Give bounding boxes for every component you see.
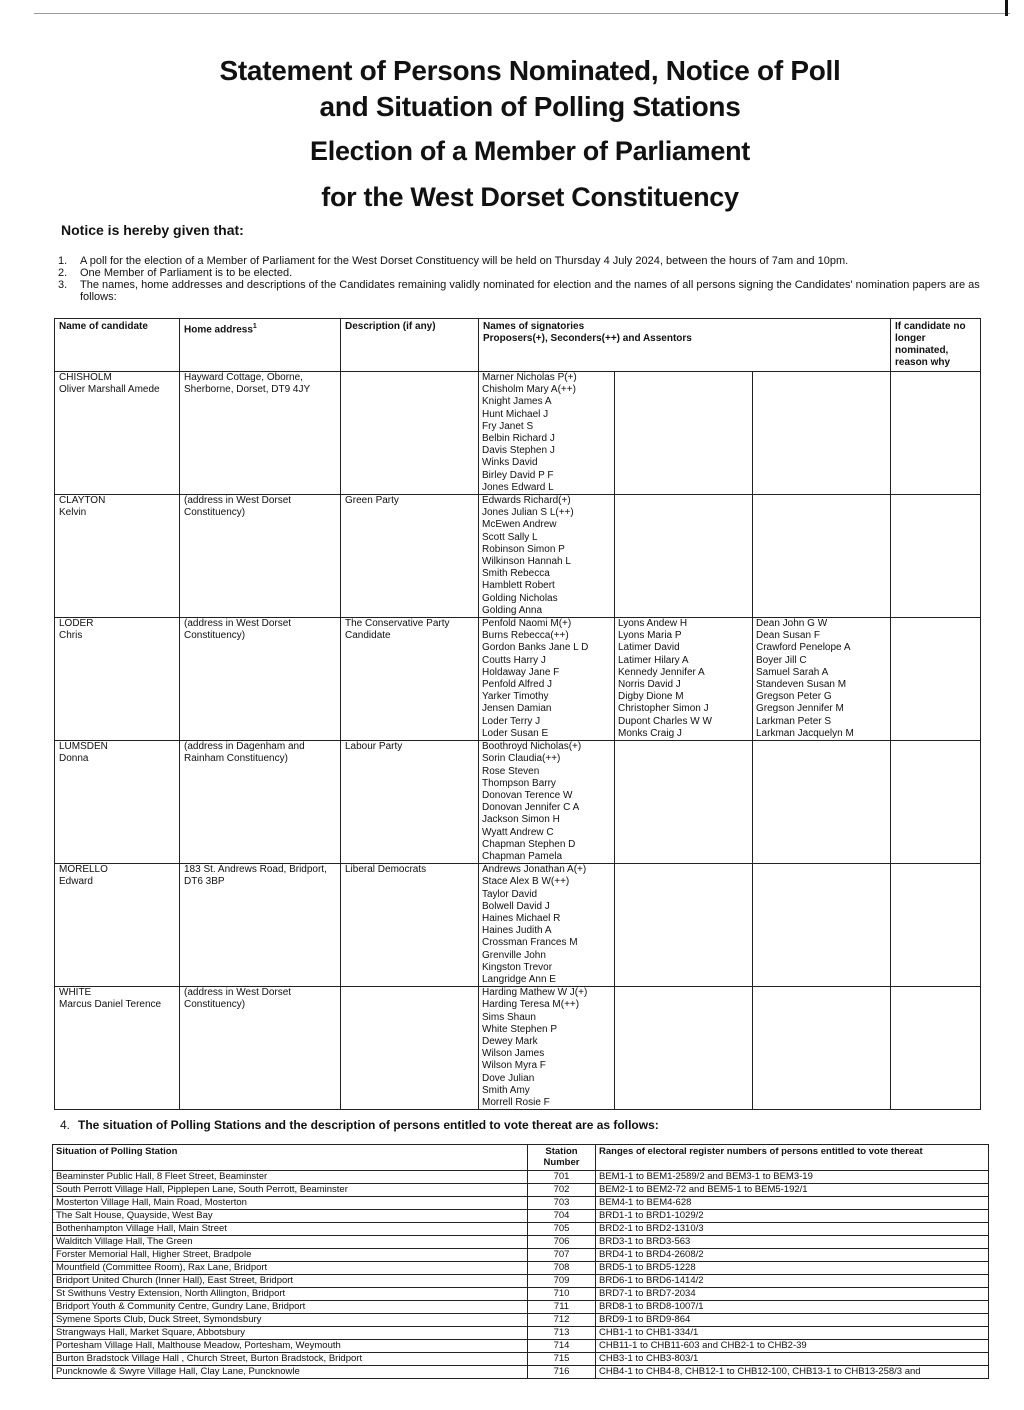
signatories-column xyxy=(753,864,891,987)
signatory-name: Fry Janet S xyxy=(482,420,534,432)
item-text: A poll for the election of a Member of Parliament for the West Dorset Constituency will be held on Thursday 4 July 2024, between the hours of 7am and 10pm. xyxy=(80,255,849,267)
signatory-name: Robinson Simon P xyxy=(482,543,565,555)
signatory-name: Chisholm Mary A(++) xyxy=(482,384,576,396)
candidate-description-text: Green Party xyxy=(345,495,399,507)
polling-header-row xyxy=(53,1145,989,1171)
header-address-label: Home address xyxy=(184,324,253,336)
page-top-rule xyxy=(34,13,1010,14)
signatory-name: Smith Amy xyxy=(482,1084,530,1096)
signatory-name: Boothroyd Nicholas(+) xyxy=(482,741,582,753)
no-longer-nominated-reason xyxy=(891,495,981,618)
polling-station-number: 702 xyxy=(528,1184,596,1197)
signatory-name: Haines Michael R xyxy=(482,912,561,924)
polling-station-row xyxy=(53,1275,989,1288)
signatory-name: Jensen Damian xyxy=(482,703,552,715)
signatory-name: Knight James A xyxy=(482,396,552,408)
signatory-name: Rose Steven xyxy=(482,765,540,777)
header-signatories-line2: Proposers(+), Seconders(++) and Assentors xyxy=(483,333,692,344)
polling-situation: St Swithuns Vestry Extension, North Allington, Bridport xyxy=(53,1288,528,1301)
polling-situation: Symene Sports Club, Duck Street, Symondsbury xyxy=(53,1314,528,1327)
signatory-name: Jones Julian S L(++) xyxy=(482,507,574,519)
signatory-name: Burns Rebecca(++) xyxy=(482,630,569,642)
candidate-surname: LUMSDEN xyxy=(59,741,108,753)
notice-item xyxy=(58,255,988,267)
candidate-row xyxy=(55,741,981,864)
signatory-name: Davis Stephen J xyxy=(482,445,555,457)
section-4-text: The situation of Polling Stations and the description of persons entitled to vote thereat are as follows: xyxy=(78,1118,659,1132)
header-signatories xyxy=(479,319,891,372)
polling-situation: Bridport United Church (Inner Hall), East Street, Bridport xyxy=(53,1275,528,1288)
header-address xyxy=(180,319,341,372)
footnote-marker: 1 xyxy=(252,323,257,330)
polling-situation: Bothenhampton Village Hall, Main Street xyxy=(53,1223,528,1236)
signatory-name: Standeven Susan M xyxy=(756,679,847,691)
signatory-name: Monks Craig J xyxy=(618,727,682,739)
title-line-2: and Situation of Polling Stations xyxy=(319,91,741,122)
signatory-name: Crossman Frances M xyxy=(482,937,578,949)
section-4-heading xyxy=(60,1118,659,1132)
signatory-name: Edwards Richard(+) xyxy=(482,495,571,507)
polling-station-row xyxy=(53,1249,989,1262)
signatory-name: Stace Alex B W(++) xyxy=(482,876,570,888)
signatory-name: Donovan Jennifer C A xyxy=(482,802,580,814)
header-station-number: Station Number xyxy=(528,1145,596,1171)
polling-situation: Mosterton Village Hall, Main Road, Mosterton xyxy=(53,1197,528,1210)
signatory-name: Dewey Mark xyxy=(482,1035,538,1047)
signatories-column xyxy=(479,864,615,987)
signatory-name: Kennedy Jennifer A xyxy=(618,666,705,678)
polling-register-range: BEM2-1 to BEM2-72 and BEM5-1 to BEM5-192/1 xyxy=(596,1184,989,1197)
polling-station-row xyxy=(53,1184,989,1197)
signatory-name: Larkman Jacquelyn M xyxy=(756,727,854,739)
candidate-address xyxy=(180,741,341,864)
candidate-description xyxy=(341,495,479,618)
polling-situation: South Perrott Village Hall, Pipplepen Lane, South Perrott, Beaminster xyxy=(53,1184,528,1197)
candidate-surname: WHITE xyxy=(59,987,92,999)
candidate-address xyxy=(180,987,341,1110)
polling-situation: Bridport Youth & Community Centre, Gundry Lane, Bridport xyxy=(53,1301,528,1314)
polling-stations-table xyxy=(52,1144,989,1379)
signatory-name: Andrews Jonathan A(+) xyxy=(482,864,587,876)
signatory-name: Dean Susan F xyxy=(756,630,820,642)
signatory-name: Grenville John xyxy=(482,949,546,961)
signatory-name: Gregson Jennifer M xyxy=(756,703,844,715)
header-situation: Situation of Polling Station xyxy=(53,1145,528,1171)
polling-register-range: BRD8-1 to BRD8-1007/1 xyxy=(596,1301,989,1314)
candidate-description xyxy=(341,741,479,864)
polling-situation: Portesham Village Hall, Malthouse Meadow, Portesham, Weymouth xyxy=(53,1340,528,1353)
signatory-name: Crawford Penelope A xyxy=(756,642,851,654)
candidate-forenames: Chris xyxy=(59,630,83,642)
signatory-name: Haines Judith A xyxy=(482,925,552,937)
signatory-name: White Stephen P xyxy=(482,1023,558,1035)
signatory-name: Marner Nicholas P(+) xyxy=(482,372,577,383)
signatory-name: Coutts Harry J xyxy=(482,654,546,666)
candidate-description xyxy=(341,618,479,741)
signatory-name: Harding Teresa M(++) xyxy=(482,999,580,1011)
signatory-name: Donovan Terence W xyxy=(482,789,573,801)
no-longer-nominated-reason xyxy=(891,987,981,1110)
header-no-longer-nominated: If candidate no longer nominated, reason why xyxy=(891,319,981,372)
polling-situation: Mountfield (Committee Room), Rax Lane, Bridport xyxy=(53,1262,528,1275)
polling-station-row xyxy=(53,1236,989,1249)
signatory-name: Christopher Simon J xyxy=(618,703,709,715)
candidate-description xyxy=(341,987,479,1110)
signatory-name: Wilson Myra F xyxy=(482,1060,546,1072)
polling-register-range: BRD3-1 to BRD3-563 xyxy=(596,1236,989,1249)
signatory-name: Latimer Hilary A xyxy=(618,654,689,666)
signatory-name: Golding Anna xyxy=(482,604,543,616)
candidate-forenames: Edward xyxy=(59,876,93,888)
signatory-name: Yarker Timothy xyxy=(482,691,549,703)
candidate-description-text: Liberal Democrats xyxy=(345,864,427,876)
polling-station-row xyxy=(53,1301,989,1314)
no-longer-nominated-reason xyxy=(891,372,981,495)
signatories-column xyxy=(753,987,891,1110)
notice-items xyxy=(58,255,988,303)
item-number: 1. xyxy=(58,255,68,267)
candidate-row xyxy=(55,987,981,1110)
signatories-column xyxy=(479,618,615,741)
candidate-forenames: Kelvin xyxy=(59,507,87,519)
polling-station-row xyxy=(53,1340,989,1353)
polling-situation: Forster Memorial Hall, Higher Street, Bradpole xyxy=(53,1249,528,1262)
signatories-column xyxy=(615,741,753,864)
polling-station-number: 701 xyxy=(528,1171,596,1184)
candidates-body xyxy=(55,372,981,1110)
signatory-name: Penfold Alfred J xyxy=(482,679,553,691)
signatory-name: Norris David J xyxy=(618,679,681,691)
polling-register-range: CHB3-1 to CHB3-803/1 xyxy=(596,1353,989,1366)
candidate-row xyxy=(55,495,981,618)
polling-station-row xyxy=(53,1366,989,1379)
signatory-name: Chapman Stephen D xyxy=(482,838,576,850)
polling-station-row xyxy=(53,1288,989,1301)
signatory-name: Sorin Claudia(++) xyxy=(482,753,561,765)
no-longer-nominated-reason xyxy=(891,741,981,864)
polling-station-number: 716 xyxy=(528,1366,596,1379)
header-ranges: Ranges of electoral register numbers of persons entitled to vote thereat xyxy=(596,1145,989,1171)
polling-situation: Beaminster Public Hall, 8 Fleet Street, Beaminster xyxy=(53,1171,528,1184)
candidate-description-text: The Conservative Party Candidate xyxy=(345,618,450,642)
candidate-address xyxy=(180,864,341,987)
polling-station-number: 707 xyxy=(528,1249,596,1262)
signatory-name: Belbin Richard J xyxy=(482,433,555,445)
polling-situation: The Salt House, Quayside, West Bay xyxy=(53,1210,528,1223)
header-description: Description (if any) xyxy=(341,319,479,372)
candidates-table xyxy=(54,318,981,1110)
polling-register-range: CHB4-1 to CHB4-8, CHB12-1 to CHB12-100, CHB13-1 to CHB13-258/3 and xyxy=(596,1366,989,1379)
signatory-name: Hunt Michael J xyxy=(482,408,549,420)
polling-situation: Walditch Village Hall, The Green xyxy=(53,1236,528,1249)
polling-station-row xyxy=(53,1197,989,1210)
candidate-forenames: Oliver Marshall Amede xyxy=(59,384,160,396)
title-line-3: Election of a Member of Parliament xyxy=(310,136,750,166)
notice-item xyxy=(58,267,988,279)
signatory-name: Penfold Naomi M(+) xyxy=(482,618,572,630)
polling-station-row xyxy=(53,1314,989,1327)
page-edge-mark xyxy=(1005,0,1008,16)
candidate-name-cell xyxy=(55,372,180,495)
signatory-name: Birley David P F xyxy=(482,469,554,481)
no-longer-nominated-reason xyxy=(891,618,981,741)
candidate-name-cell xyxy=(55,618,180,741)
signatory-name: Winks David xyxy=(482,457,538,469)
candidate-name-cell xyxy=(55,987,180,1110)
polling-register-range: BEM1-1 to BEM1-2589/2 and BEM3-1 to BEM3-19 xyxy=(596,1171,989,1184)
signatory-name: Kingston Trevor xyxy=(482,961,553,973)
candidate-name-cell xyxy=(55,864,180,987)
polling-register-range: BRD7-1 to BRD7-2034 xyxy=(596,1288,989,1301)
polling-station-number: 713 xyxy=(528,1327,596,1340)
signatory-name: Larkman Peter S xyxy=(756,715,832,727)
polling-body xyxy=(53,1171,989,1379)
signatory-name: Wilkinson Hannah L xyxy=(482,556,571,568)
signatories-column xyxy=(479,741,615,864)
polling-situation: Burton Bradstock Village Hall , Church Street, Burton Bradstock, Bridport xyxy=(53,1353,528,1366)
signatory-name: Langridge Ann E xyxy=(482,973,556,985)
polling-station-row xyxy=(53,1171,989,1184)
polling-register-range: BRD6-1 to BRD6-1414/2 xyxy=(596,1275,989,1288)
title-line-4: for the West Dorset Constituency xyxy=(321,182,739,212)
signatories-column xyxy=(615,864,753,987)
polling-station-number: 709 xyxy=(528,1275,596,1288)
polling-station-row xyxy=(53,1223,989,1236)
candidate-name-cell xyxy=(55,495,180,618)
signatory-name: Boyer Jill C xyxy=(756,654,807,666)
signatory-name: Holdaway Jane F xyxy=(482,666,560,678)
signatories-column xyxy=(615,618,753,741)
signatories-column xyxy=(753,618,891,741)
signatory-name: Jones Edward L xyxy=(482,481,554,493)
polling-station-number: 705 xyxy=(528,1223,596,1236)
polling-station-number: 715 xyxy=(528,1353,596,1366)
candidate-address xyxy=(180,618,341,741)
item-text: The names, home addresses and descriptions of the Candidates remaining validly nominated for election and the names of all persons signing the Candidates' nomination papers are as follows: xyxy=(80,279,980,303)
signatories-column xyxy=(615,495,753,618)
candidate-address-text: Hayward Cottage, Oborne, Sherborne, Dorset, DT9 4JY xyxy=(184,372,311,396)
signatories-column xyxy=(479,495,615,618)
polling-station-row xyxy=(53,1327,989,1340)
polling-station-row xyxy=(53,1262,989,1275)
signatory-name: Morrell Rosie F xyxy=(482,1096,550,1108)
signatory-name: McEwen Andrew xyxy=(482,519,557,531)
signatory-name: Harding Mathew W J(+) xyxy=(482,987,588,999)
polling-station-number: 714 xyxy=(528,1340,596,1353)
signatory-name: Latimer David xyxy=(618,642,680,654)
signatory-name: Golding Nicholas xyxy=(482,592,558,604)
polling-station-number: 703 xyxy=(528,1197,596,1210)
candidate-description xyxy=(341,372,479,495)
polling-station-number: 708 xyxy=(528,1262,596,1275)
signatory-name: Wilson James xyxy=(482,1048,545,1060)
polling-register-range: BEM4-1 to BEM4-628 xyxy=(596,1197,989,1210)
candidate-row xyxy=(55,864,981,987)
polling-station-row xyxy=(53,1353,989,1366)
signatory-name: Smith Rebecca xyxy=(482,568,550,580)
title-line-1: Statement of Persons Nominated, Notice of Poll xyxy=(219,55,841,86)
signatory-name: Gordon Banks Jane L D xyxy=(482,642,589,654)
item-text: One Member of Parliament is to be elected. xyxy=(80,267,293,279)
polling-station-number: 710 xyxy=(528,1288,596,1301)
candidate-name-cell xyxy=(55,741,180,864)
signatory-name: Thompson Barry xyxy=(482,777,556,789)
signatories-column xyxy=(753,495,891,618)
signatory-name: Lyons Andew H xyxy=(618,618,688,630)
item-number: 2. xyxy=(58,267,68,279)
candidate-address-text: (address in Dagenham and Rainham Constituency) xyxy=(184,741,305,765)
candidate-surname: LODER xyxy=(59,618,94,630)
polling-situation: Puncknowle & Swyre Village Hall, Clay Lane, Puncknowle xyxy=(53,1366,528,1379)
signatories-column xyxy=(753,372,891,495)
signatory-name: Bolwell David J xyxy=(482,900,550,912)
signatory-name: Hamblett Robert xyxy=(482,580,555,592)
polling-station-number: 704 xyxy=(528,1210,596,1223)
signatory-name: Taylor David xyxy=(482,888,538,900)
candidate-description-text: Labour Party xyxy=(345,741,403,753)
header-name: Name of candidate xyxy=(55,319,180,372)
polling-station-row xyxy=(53,1210,989,1223)
candidate-address-text: (address in West Dorset Constituency) xyxy=(184,495,292,519)
polling-register-range: CHB11-1 to CHB11-603 and CHB2-1 to CHB2-39 xyxy=(596,1340,989,1353)
candidate-address xyxy=(180,495,341,618)
candidate-address-text: (address in West Dorset Constituency) xyxy=(184,618,292,642)
notice-item xyxy=(58,279,988,303)
polling-station-number: 712 xyxy=(528,1314,596,1327)
candidate-address-text: 183 St. Andrews Road, Bridport, DT6 3BP xyxy=(184,864,327,888)
signatory-name: Gregson Peter G xyxy=(756,691,832,703)
no-longer-nominated-reason xyxy=(891,864,981,987)
signatory-name: Lyons Maria P xyxy=(618,630,682,642)
signatory-name: Wyatt Andrew C xyxy=(482,826,554,838)
polling-register-range: CHB1-1 to CHB1-334/1 xyxy=(596,1327,989,1340)
signatories-column xyxy=(615,372,753,495)
header-signatories-line1: Names of signatories xyxy=(483,321,585,332)
polling-register-range: BRD9-1 to BRD9-864 xyxy=(596,1314,989,1327)
signatory-name: Loder Susan E xyxy=(482,727,549,739)
signatories-column xyxy=(479,987,615,1110)
polling-station-number: 711 xyxy=(528,1301,596,1314)
candidate-row xyxy=(55,618,981,741)
polling-situation: Strangways Hall, Market Square, Abbotsbury xyxy=(53,1327,528,1340)
candidates-header-row xyxy=(55,319,981,372)
candidate-forenames: Donna xyxy=(59,753,89,765)
signatories-column xyxy=(753,741,891,864)
candidate-surname: CLAYTON xyxy=(59,495,106,507)
candidate-description xyxy=(341,864,479,987)
signatory-name: Jackson Simon H xyxy=(482,814,560,826)
item-number: 3. xyxy=(58,279,68,291)
signatory-name: Chapman Pamela xyxy=(482,850,563,862)
signatory-name: Dean John G W xyxy=(756,618,828,630)
candidate-address-text: (address in West Dorset Constituency) xyxy=(184,987,292,1011)
candidate-surname: CHISHOLM xyxy=(59,372,112,383)
candidate-forenames: Marcus Daniel Terence xyxy=(59,999,162,1011)
signatory-name: Sims Shaun xyxy=(482,1011,536,1023)
signatory-name: Loder Terry J xyxy=(482,715,541,727)
polling-station-number: 706 xyxy=(528,1236,596,1249)
signatory-name: Scott Sally L xyxy=(482,531,538,543)
signatory-name: Dupont Charles W W xyxy=(618,715,712,727)
signatories-column xyxy=(615,987,753,1110)
signatory-name: Digby Dione M xyxy=(618,691,684,703)
polling-register-range: BRD1-1 to BRD1-1029/2 xyxy=(596,1210,989,1223)
signatories-column xyxy=(479,372,615,495)
section-4-number: 4. xyxy=(60,1118,71,1132)
candidate-address xyxy=(180,372,341,495)
candidate-row xyxy=(55,372,981,495)
signatory-name: Dove Julian xyxy=(482,1072,535,1084)
signatory-name: Samuel Sarah A xyxy=(756,666,829,678)
candidate-surname: MORELLO xyxy=(59,864,108,876)
polling-register-range: BRD2-1 to BRD2-1310/3 xyxy=(596,1223,989,1236)
polling-register-range: BRD5-1 to BRD5-1228 xyxy=(596,1262,989,1275)
notice-intro: Notice is hereby given that: xyxy=(61,222,244,238)
polling-register-range: BRD4-1 to BRD4-2608/2 xyxy=(596,1249,989,1262)
